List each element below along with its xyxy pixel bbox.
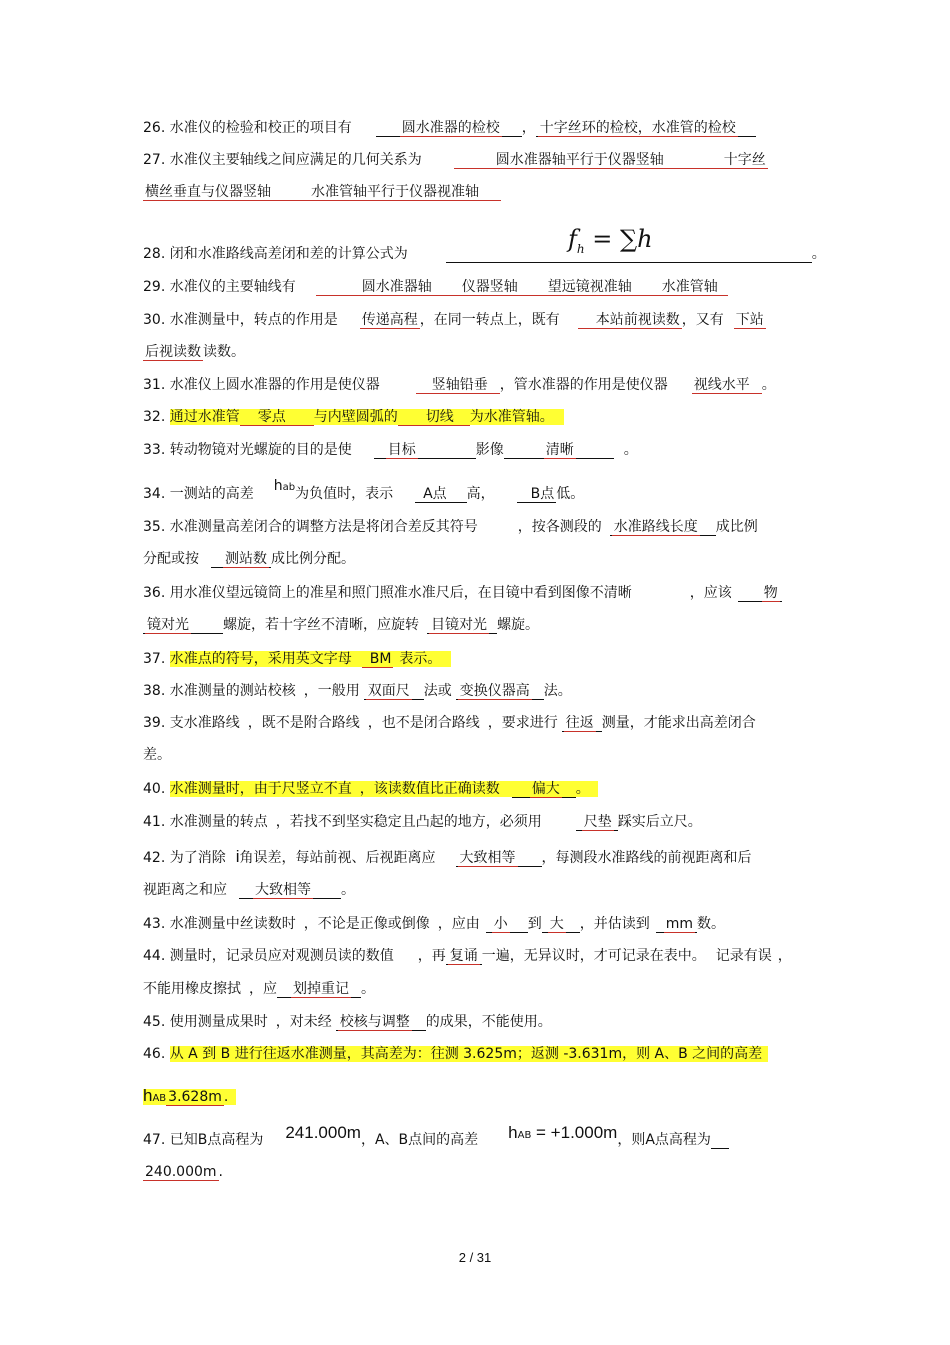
- q41-answer: 尺垫: [576, 814, 618, 831]
- q35-answer-1: 水准路线长度: [610, 519, 716, 536]
- q36-text-4: ，应旋转: [363, 617, 419, 633]
- q39-answer: 往返: [562, 715, 602, 732]
- q32-answer-1: 零点: [240, 409, 314, 426]
- question-27-cont: [143, 182, 501, 202]
- q45-number: 45.: [143, 1014, 170, 1030]
- q44-text-3: 一遍，无异议时，才可记录在表中。: [481, 948, 706, 964]
- q36-answer-1a: 物: [738, 585, 782, 602]
- q31-text-2: ，管水准器的作用是使仪器: [499, 377, 668, 393]
- q32-number: 32.: [143, 409, 170, 425]
- q35-text-2: ，按各测段的: [517, 519, 602, 535]
- q38-number: 38.: [143, 683, 170, 699]
- q28-text: 闭和水准路线高差闭和差的计算公式为: [169, 246, 408, 262]
- q45-text-3: 的成果，不能使用。: [425, 1014, 552, 1030]
- q43-text-6: 数。: [697, 916, 725, 932]
- q37-answer: BM: [362, 651, 394, 668]
- q27-text: 水准仪主要轴线之间应满足的几何关系为: [169, 152, 422, 168]
- q41-text-1: 水准测量的转点: [169, 814, 268, 830]
- q44-answer-2: 划掉重记: [277, 981, 361, 998]
- question-35: [143, 517, 758, 537]
- q39-number: 39.: [143, 715, 170, 731]
- q35-number: 35.: [143, 519, 170, 535]
- q45-answer: 校核与调整: [336, 1014, 426, 1031]
- question-31: [143, 375, 776, 395]
- q47-end: .: [218, 1164, 223, 1180]
- question-46-cont: [143, 1084, 236, 1111]
- q34-text-1: 一测站的高差: [169, 486, 254, 502]
- q43-text-4: 到: [527, 916, 542, 932]
- q47-number: 47.: [143, 1132, 170, 1148]
- q36-text-3: 螺旋，若十字丝不清晰: [223, 617, 363, 633]
- q36-answer-2: 目镜对光: [427, 617, 497, 634]
- q36-text-2: ，应该: [689, 585, 732, 601]
- q34-number: 34.: [143, 486, 170, 502]
- q43-text-1: 水准测量中丝读数时: [169, 916, 296, 932]
- question-39-cont: [143, 745, 171, 765]
- q38-text-1: 水准测量的测站校核: [169, 683, 296, 699]
- q28-number: 28.: [143, 246, 170, 262]
- q45-text-2: ，对未经: [275, 1014, 332, 1030]
- question-42-cont: [143, 880, 355, 900]
- q44-number: 44.: [143, 948, 170, 964]
- question-39: [143, 713, 756, 733]
- question-28: [143, 244, 826, 264]
- q28-formula: $f_h = \sum h$: [568, 225, 653, 256]
- q36-answer-1b: 镜对光: [143, 617, 223, 634]
- q31-answer-1: 竖轴铅垂: [416, 377, 500, 394]
- q42-text-2: 角误差，每站前视、后视距离应: [239, 850, 436, 866]
- q43-answer-1: 小: [486, 916, 528, 933]
- q26-answer-2: 十字丝环的检校，水准管的检校: [536, 120, 756, 137]
- q42-number: 42.: [143, 850, 170, 866]
- q39-text-3: ，也不是闭合路线: [367, 715, 480, 731]
- q42-text-3: ，每测段水准路线的前视距离和后: [541, 850, 752, 866]
- q42-text-4: 视距离之和应: [143, 882, 227, 898]
- question-36: [143, 583, 782, 603]
- q30-text-2: ，在同一转点上，既有: [419, 312, 560, 328]
- q34-answer-2: B点: [517, 486, 557, 503]
- question-27: [143, 150, 768, 170]
- question-43: [143, 914, 725, 934]
- q44-answer-1: 复诵: [446, 948, 482, 965]
- q44-text-5: ，: [777, 948, 792, 964]
- question-26: [143, 118, 756, 138]
- q40-highlight: 水准测量时，由于尺竖立不直 ，该读数值比正确读数 偏大 。: [170, 781, 598, 797]
- q46-number: 46.: [143, 1046, 170, 1062]
- q30-answer-2: 本站前视读数: [578, 312, 682, 329]
- q26-text: 水准仪的检验和校正的项目有: [169, 120, 352, 136]
- question-30-cont: [143, 342, 245, 362]
- q44-text-7: ，应: [249, 981, 277, 997]
- q36-text-1: 用水准仪望远镜筒上的准星和照门照准水准尺后，在目镜中看到图像不清晰: [169, 585, 632, 601]
- q42-text-1: 为了消除: [169, 850, 226, 866]
- question-44: [143, 946, 792, 966]
- q42-symbol-i: i: [235, 847, 240, 866]
- q41-number: 41.: [143, 814, 170, 830]
- q43-text-5: ，并估读到: [579, 916, 650, 932]
- q47-value-b: 241.000m: [285, 1123, 361, 1142]
- q43-number: 43.: [143, 916, 170, 932]
- q43-text-2: ，不论是正像或倒像: [303, 916, 430, 932]
- q30-answer-1: 传递高程: [361, 312, 418, 328]
- q34-answer-1: A点: [415, 486, 467, 503]
- question-37: [143, 649, 451, 669]
- q27-number: 27.: [143, 152, 170, 168]
- q33-answer-1: 目标: [374, 442, 476, 459]
- q30-text-1: 水准测量中，转点的作用是: [169, 312, 338, 328]
- q34-text-4: 低。: [556, 486, 585, 502]
- q33-text-2: 影像: [475, 442, 504, 458]
- q37-highlight: 水准点的符号，采用英文字母 BM 表示。: [170, 651, 452, 667]
- q27-answer-2: 横丝垂直与仪器竖轴 水准管轴平行于仪器视准轴: [143, 184, 501, 201]
- q44-text-2: ，再: [417, 948, 446, 964]
- q44-text-4: 记录有误: [715, 948, 772, 964]
- q47-answer-blank: [711, 1132, 729, 1149]
- q29-number: 29.: [143, 279, 170, 295]
- q47-formula: hAB = +1.000m: [508, 1123, 618, 1142]
- q37-number: 37.: [143, 651, 170, 667]
- question-44-cont: [143, 979, 375, 999]
- q33-end: 。: [623, 442, 638, 458]
- q42-end: 。: [341, 882, 355, 898]
- q38-text-2: ，一般用: [303, 683, 360, 699]
- q40-answer: 偏大: [512, 781, 576, 798]
- q30-answer-3a: 下站: [735, 312, 764, 328]
- q33-number: 33.: [143, 442, 170, 458]
- q30-text-4: 读数。: [203, 344, 245, 360]
- question-36-cont: [143, 615, 539, 635]
- question-45: [143, 1012, 552, 1032]
- q46-highlight-cont: hAB 3.628m .: [143, 1089, 236, 1105]
- q38-text-3: 法或: [423, 683, 452, 699]
- q34-symbol: hab: [273, 478, 296, 494]
- q47-answer: 240.000m: [145, 1164, 217, 1180]
- q47-text-2: ，A、B点间的高差: [360, 1132, 479, 1148]
- q40-number: 40.: [143, 781, 170, 797]
- q39-text-1: 支水准路线: [169, 715, 240, 731]
- q41-text-3: 踩实后立尺。: [617, 814, 702, 830]
- q39-text-2: ，既不是附合路线: [247, 715, 360, 731]
- q34-text-2: 为负值时，表示: [295, 486, 394, 502]
- q31-answer-2: 视线水平: [692, 377, 762, 394]
- question-32: [143, 407, 564, 427]
- page-number: 2 / 31: [458, 1250, 492, 1265]
- q38-answer-1: 双面尺: [364, 683, 424, 700]
- q35-answer-2: 测站数: [211, 551, 271, 568]
- question-33: [143, 440, 638, 460]
- q30-number: 30.: [143, 312, 170, 328]
- q32-highlight: 通过水准管 零点 与内壁圆弧的 切线 为水准管轴。: [170, 409, 564, 425]
- q29-text: 水准仪的主要轴线有: [169, 279, 296, 295]
- question-40: [143, 779, 598, 799]
- question-34: [143, 478, 585, 506]
- q38-answer-2: 变换仪器高: [456, 683, 544, 700]
- q35-text-1: 水准测量高差闭合的调整方法是将闭合差反其符号: [169, 519, 478, 535]
- q39-text-6: 差。: [143, 747, 171, 763]
- q36-number: 36.: [143, 585, 170, 601]
- question-41: [143, 812, 702, 832]
- q31-text-1: 水准仪上圆水准器的作用是使仪器: [169, 377, 380, 393]
- q47-text-3: ，则A点高程为: [617, 1132, 711, 1148]
- q39-text-4: ，要求进行: [487, 715, 558, 731]
- q43-answer-2: 大: [542, 916, 580, 933]
- question-38: [143, 681, 572, 701]
- q27-answer-1: 圆水准器轴平行于仪器竖轴 十字丝: [454, 152, 768, 169]
- q34-text-3: 高，: [466, 486, 495, 502]
- q43-answer-3: mm: [656, 916, 697, 933]
- question-35-cont: [143, 549, 355, 569]
- q44-text-6: 不能用橡皮擦拭: [143, 981, 241, 997]
- q26-number: 26.: [143, 120, 170, 136]
- q41-text-2: ，若找不到坚实稳定且凸起的地方，必须用: [275, 814, 542, 830]
- question-29: [143, 277, 728, 297]
- q26-separator: ，: [521, 120, 536, 136]
- q38-text-4: 法。: [543, 683, 572, 699]
- q35-text-5: 成比例分配。: [271, 551, 355, 567]
- q39-text-5: 测量，才能求出高差闭合: [601, 715, 756, 731]
- q33-text-1: 转动物镜对光螺旋的目的是使: [169, 442, 352, 458]
- question-42: [143, 847, 752, 868]
- q26-answer-1: 圆水准器的检校: [376, 120, 522, 137]
- q33-answer-2: 清晰: [504, 442, 614, 459]
- question-30: [143, 310, 766, 330]
- q45-text-1: 使用测量成果时: [169, 1014, 268, 1030]
- question-47: [143, 1123, 729, 1153]
- q42-answer-1: 大致相等: [456, 850, 542, 867]
- q36-text-5: 螺旋。: [497, 617, 539, 633]
- q46-highlight: 从 A 到 B 进行往返水准测量，其高差为：往测 3.625m；返测 -3.631m，则 A、B 之间的高差: [170, 1046, 768, 1062]
- q31-number: 31.: [143, 377, 170, 393]
- q44-end: 。: [361, 981, 375, 997]
- question-46: [143, 1044, 768, 1064]
- q43-text-3: ，应由: [437, 916, 480, 932]
- q44-text-1: 测量时，记录员应对观测员读的数值: [169, 948, 394, 964]
- q42-answer-2: 大致相等: [239, 882, 341, 899]
- q47-text-1: 已知B点高程为: [169, 1132, 264, 1148]
- q29-answers: 圆水准器轴 仪器竖轴 望远镜视准轴 水准管轴: [316, 279, 728, 296]
- q30-text-3: ，又有: [681, 312, 724, 328]
- q32-answer-2: 切线: [398, 409, 470, 426]
- q30-answer-3b: 后视读数: [145, 344, 201, 360]
- q31-end: 。: [761, 377, 776, 393]
- q46-answer: 3.628m: [168, 1089, 222, 1105]
- question-47-cont: [143, 1162, 223, 1182]
- q28-end: 。: [811, 246, 826, 262]
- q35-text-4: 分配或按: [143, 551, 199, 567]
- q35-text-3: 成比例: [715, 519, 758, 535]
